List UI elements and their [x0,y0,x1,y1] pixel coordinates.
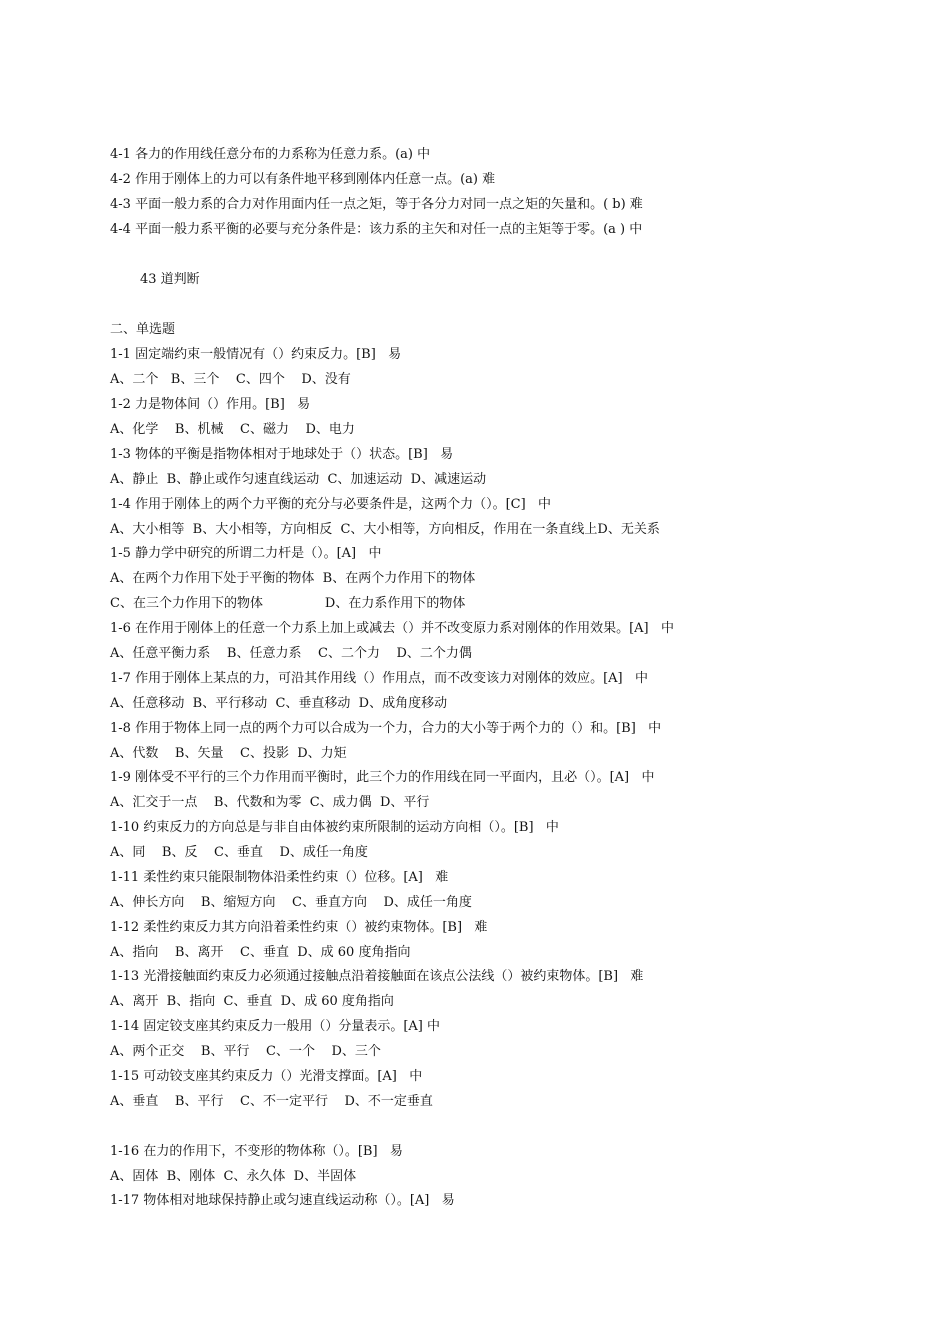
question-options: A、两个正交 B、平行 C、一个 D、三个 [110,1044,381,1059]
question-text: 1-7 作用于刚体上某点的力，可沿其作用线（）作用点，而不改变该力对刚体的效应。[A] 中 [110,671,648,686]
question-options: A、离开 B、指向 C、垂直 D、成 60 度角指向 [110,994,394,1009]
judge-item: 4-4 平面一般力系平衡的必要与充分条件是：该力系的主矢和对任一点的主矩等于零。(a ) 中 [110,222,643,237]
judge-count: 43 道判断 [140,272,200,287]
section-title: 二、单选题 [110,322,176,337]
question-options: A、同 B、反 C、垂直 D、成任一角度 [110,845,368,860]
question-options: C、在三个力作用下的物体 D、在力系作用下的物体 [110,596,466,611]
question-options: A、固体 B、刚体 C、永久体 D、半固体 [110,1169,357,1184]
question-text: 1-15 可动铰支座其约束反力（）光滑支撑面。[A] 中 [110,1069,423,1084]
question-options: A、汇交于一点 B、代数和为零 C、成力偶 D、平行 [110,795,430,810]
question-options: A、代数 B、矢量 C、投影 D、力矩 [110,746,347,761]
question-text: 1-4 作用于刚体上的两个力平衡的充分与必要条件是，这两个力（）。[C] 中 [110,497,552,512]
question-text: 1-5 静力学中研究的所谓二力杆是（）。[A] 中 [110,546,382,561]
question-text: 1-16 在力的作用下，不变形的物体称（）。[B] 易 [110,1144,403,1159]
question-text: 1-8 作用于物体上同一点的两个力可以合成为一个力，合力的大小等于两个力的（）和。[B] 中 [110,721,662,736]
question-text: 1-9 刚体受不平行的三个力作用而平衡时，此三个力的作用线在同一平面内，且必（）。[A] 中 [110,770,655,785]
question-text: 1-10 约束反力的方向总是与非自由体被约束所限制的运动方向相（）。[B] 中 [110,820,559,835]
question-options: A、大小相等 B、大小相等，方向相反 C、大小相等，方向相反，作用在一条直线上D、无关系 [110,522,660,537]
judge-item: 4-1 各力的作用线任意分布的力系称为任意力系。(a) 中 [110,147,431,162]
question-options: A、伸长方向 B、缩短方向 C、垂直方向 D、成任一角度 [110,895,472,910]
question-options: A、静止 B、静止或作匀速直线运动 C、加速运动 D、减速运动 [110,472,487,487]
question-options: A、任意平衡力系 B、任意力系 C、二个力 D、二个力偶 [110,646,472,661]
question-text: 1-3 物体的平衡是指物体相对于地球处于（）状态。[B] 易 [110,447,454,462]
question-text: 1-14 固定铰支座其约束反力一般用（）分量表示。[A] 中 [110,1019,441,1034]
question-text: 1-6 在作用于刚体上的任意一个力系上加上或减去（）并不改变原力系对刚体的作用效果。[A] 中 [110,621,674,636]
question-text: 1-2 力是物体间（）作用。[B] 易 [110,397,311,412]
question-text: 1-12 柔性约束反力其方向沿着柔性约束（）被约束物体。[B] 难 [110,920,488,935]
question-options: A、在两个力作用下处于平衡的物体 B、在两个力作用下的物体 [110,571,476,586]
judge-item: 4-3 平面一般力系的合力对作用面内任一点之矩，等于各分力对同一点之矩的矢量和。( b) 难 [110,197,643,212]
judge-item: 4-2 作用于刚体上的力可以有条件地平移到刚体内任意一点。(a) 难 [110,172,496,187]
question-options: A、化学 B、机械 C、磁力 D、电力 [110,422,355,437]
question-options: A、指向 B、离开 C、垂直 D、成 60 度角指向 [110,945,411,960]
question-text: 1-17 物体相对地球保持静止或匀速直线运动称（）。[A] 易 [110,1193,455,1208]
question-text: 1-13 光滑接触面约束反力必须通过接触点沿着接触面在该点公法线（）被约束物体。[B] 难 [110,969,644,984]
question-options: A、任意移动 B、平行移动 C、垂直移动 D、成角度移动 [110,696,448,711]
question-options: A、垂直 B、平行 C、不一定平行 D、不一定垂直 [110,1094,433,1109]
question-options: A、二个 B、三个 C、四个 D、没有 [110,372,351,387]
question-text: 1-11 柔性约束只能限制物体沿柔性约束（）位移。[A] 难 [110,870,449,885]
question-text: 1-1 固定端约束一般情况有（）约束反力。[B] 易 [110,347,402,362]
